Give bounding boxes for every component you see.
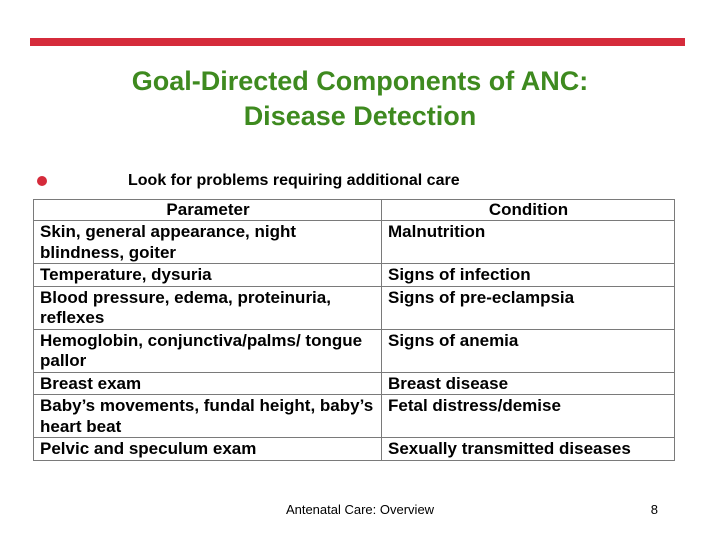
table-row xyxy=(34,329,675,372)
bullet-dot-icon xyxy=(37,176,47,186)
condition-cell: Fetal distress/demise xyxy=(382,395,675,438)
parameter-cell: Skin, general appearance, night blindness, goiter xyxy=(34,221,382,264)
top-accent-rule xyxy=(30,38,685,46)
parameter-cell: Blood pressure, edema, proteinuria, reflexes xyxy=(34,286,382,329)
slide-title-line-2: Disease Detection xyxy=(243,101,477,131)
table-header-row xyxy=(34,200,675,221)
parameter-condition-table xyxy=(33,199,675,461)
condition-cell: Signs of anemia xyxy=(382,329,675,372)
slide-title xyxy=(0,64,720,134)
bullet-item xyxy=(37,170,460,192)
condition-cell: Signs of pre-eclampsia xyxy=(382,286,675,329)
bullet-text: Look for problems requiring additional care xyxy=(128,172,460,189)
table-row xyxy=(34,372,675,395)
table-row xyxy=(34,395,675,438)
condition-cell: Malnutrition xyxy=(382,221,675,264)
header-parameter: Parameter xyxy=(34,200,382,221)
parameter-cell: Temperature, dysuria xyxy=(34,264,382,287)
slide-title-line-1: Goal-Directed Components of ANC: xyxy=(131,66,589,96)
condition-cell: Sexually transmitted diseases xyxy=(382,438,675,461)
parameter-cell: Breast exam xyxy=(34,372,382,395)
table-row xyxy=(34,221,675,264)
parameter-cell: Hemoglobin, conjunctiva/palms/ tongue pallor xyxy=(34,329,382,372)
condition-cell: Signs of infection xyxy=(382,264,675,287)
footer-caption: Antenatal Care: Overview xyxy=(285,502,435,517)
page-number: 8 xyxy=(650,502,658,517)
parameter-cell: Baby’s movements, fundal height, baby’s heart beat xyxy=(34,395,382,438)
parameter-cell: Pelvic and speculum exam xyxy=(34,438,382,461)
header-condition: Condition xyxy=(382,200,675,221)
table-row xyxy=(34,286,675,329)
table-row xyxy=(34,264,675,287)
table-row xyxy=(34,438,675,461)
condition-cell: Breast disease xyxy=(382,372,675,395)
